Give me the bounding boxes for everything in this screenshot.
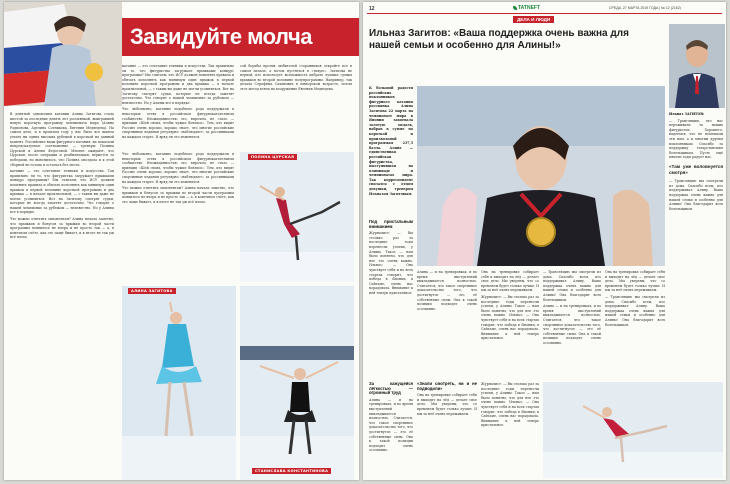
caption-tsurskaya: ПОЛИНА ЦУРСКАЯ bbox=[248, 154, 297, 160]
skater-photo-konstantinova bbox=[240, 286, 354, 480]
page-headline: Завидуйте молча bbox=[130, 24, 312, 49]
main-photo-zagitova-medal bbox=[417, 86, 665, 266]
sidebar-text: — Трансляцию, что нас переживали за наших фигуристок. Хорошего, надеемся, что не помешали эти нам, а и многим другим поклонникам. Спасибо за поддержку татарстанским болельщикам. Пусть ещё многие годы радует нас. bbox=[669, 118, 723, 160]
body-text-2: Алина — и на тренировках, и во время выступлений выкладывается полностью. Считается, что такое спортивное доказательство того, что достигнутое — это её собственные силы. Она к такой позиции подходит очень осознанно. bbox=[417, 270, 477, 311]
column-1-text-cont2: Что можно ответить оппонентам? Алина начала заметно, что прыжков и бонусов за прыжки во второй части программы появилось не вчера и не просто так — а, в конечном счёте, как это чаще бывает, и в итоге не так уж всё плохо. bbox=[10, 217, 114, 240]
column-2-text-cont: Что любопытно, катанию подобного рода поддержали в некоторых сетях в российском фигурнокатательном сообществе. Неожиданностью это, впрочем, не стало — принцип «Шей своих, чтобы чужие боялись». Тем, кто видит Россию очень хорошо, хорошо знает, что многие российские спортивные издания регулярно «наблюдают» за россиянками на каждом старте. И вряд ли это изменится. bbox=[122, 107, 234, 139]
brand-leaf-icon bbox=[513, 6, 517, 10]
column-1-text-cont: катание — это сочетание техники и искусства. Так правильно ли то, что фигуристка загружает прыжками конкурс программы? Мы считаем, что ИСУ должен поменять правила и обязать исполнять как минимум один прыжок в первой половине короткой программы и два прыжка — в начале произвольной, — с таким вы даже не могли усомниться. Вот на Загитову смотрят судьи, которые не всегда заметят достаточно. Что говорят о нашей чемпионке за рубежом — неизвестно. Но у Алины все в порядке. bbox=[10, 169, 114, 215]
header-photo bbox=[4, 2, 122, 106]
skater-photo-tsurskaya bbox=[240, 152, 354, 282]
bottom-photo-skating bbox=[543, 382, 723, 478]
lead-column bbox=[369, 86, 413, 216]
body-column-5 bbox=[605, 270, 665, 380]
quote-box: «Там уже воловнуется смотря» bbox=[669, 163, 723, 175]
body-column-2 bbox=[417, 270, 477, 380]
body-text-5: Она на тренировке собирает себя и выходит на лёд — делает свое дело. Мы уверены, что со временем будет только лучше. И мы за неё очень переживаем. bbox=[605, 270, 665, 293]
rubric-label: ДЕЛА И ЛЮДИ bbox=[513, 16, 554, 23]
page-number: 12 bbox=[369, 6, 375, 12]
body-text-4: — Трансляцию мы смотрели из дома. Спасибо всем, кто поддерживал Алину. Ваша поддержка очень важна для нашей семьи и особенно для Алины! Она благодарит всех болельщиков. bbox=[543, 270, 601, 302]
caption-zagitova: АЛИНА ЗАГИТОВА bbox=[128, 288, 176, 294]
body-text-4b: Алина — и на тренировках, и во время выступлений выкладывается полностью. Считается, что такое спортивное доказательство того, что достигнутое — это её собственные силы. Она к такой позиции подходит очень осознанно. bbox=[543, 304, 601, 345]
column-4-text: Что любопытно, катанию подобного рода поддержали в некоторых сетях в российском фигурнокатательном сообществе. Неожиданностью это, впрочем, не стало — принцип «Шей своих, чтобы чужие боялись». Тем, кто видит Россию очень хорошо, хорошо знает, что многие российские спортивные издания регулярно «наблюдают» за россиянками на каждом старте. И вряд ли это изменится. bbox=[122, 152, 234, 184]
body-column-6 bbox=[369, 382, 413, 478]
article-column-4 bbox=[122, 152, 234, 282]
body-column-1 bbox=[369, 220, 413, 380]
body-text-8: Журналист: — Вы столько раз за последние годы перенесли успехи, у Алины. Такое — нам было понятно, что для нее это очень важно. Ильназ: — Она чувствует себя и на всех стартах говорит, что победа в Японии, в Сайтаме, очень нас порадовала. Внимание к ней теперь пристальное. bbox=[481, 382, 539, 428]
body-text-3: Она на тренировке собирает себя и выходит на лёд — делает свое дело. Мы уверены, что со временем будет только лучше. И мы за неё очень переживаем. bbox=[481, 270, 539, 293]
skater-photo-zagitova bbox=[122, 286, 236, 480]
article-headline: Ильназ Загитов: «Ваша поддержка очень важна для нашей семьи и особенно для Алины!» bbox=[369, 28, 629, 51]
body-column-3 bbox=[481, 270, 539, 380]
body-text-3b: Журналист: — Вы столько раз за последние годы перенесли успехи, у Алины. Такое — нам было понятно, что для нее это очень важно. Ильназ: — Она чувствует себя и на всех стартах говорит, что победа в Японии, в Сайтаме, очень нас порадовала. Внимание к ней теперь пристальное. bbox=[481, 294, 539, 341]
sidebar-text-cont: — Трансляцию мы смотрели из дома. Спасибо всем, кто поддерживал Алину. Ваша поддержка очень важна для нашей семьи и особенно для Алины! Она благодарит всех болельщиков. bbox=[669, 179, 723, 211]
lead-text: К большой радости российских поклонников фигурного катания россиянка Алина Загитова 22 марта на чемпионате мира в Японии завоевала золотую медаль, набрав в сумме по короткой и произвольной программам 237,5 балла. Алина — единственная российская фигуристка, выступившая на олимпиаде и чемпионатах мира. Так корреспондент связался с отцом девушки, тренером Ильназом Загитовым. bbox=[369, 86, 413, 196]
issue-date: СРЕДА, 27 МАРТА 2019 ГОДА | № 12 (2162) bbox=[609, 6, 681, 10]
portrait-ilnaz-zagitov bbox=[669, 24, 725, 108]
left-page bbox=[4, 2, 359, 480]
column-1-text: В девятый однокочим катании Алина Загитова стала шестой за последние девять лет россиянкой, выигравшей новую короткую программу чемпионата мира (Алина Радионова, Аделина Сотникова, Евгения Медведева). На самом деле, и в прошлом году у нас было все шансы уехать ни одних высоких рубежей в короткой на данный момент. Российские виды фигурного катания, на показали непредсказуемое соотношение — тренеры Полины Цурской и Алены Федотовой. Многие ожидают, что Цурская, после операции и реабилитации, вернется за победами, но выяснилось, что Полина опоздала и к этой сборной не готова и осталась без места. bbox=[10, 112, 114, 167]
body-text-7: Она на тренировке собирает себя и выходит на лёд — делает свое дело. Мы уверены, что со временем будет только лучше. И мы за неё очень переживаем. bbox=[417, 393, 477, 416]
body-text-5b: — Трансляцию мы смотрели из дома. Спасибо всем, кто поддерживал Алину. Ваша поддержка очень важна для нашей семьи и особенно для Алины! Она благодарит всех болельщиков. bbox=[605, 294, 665, 327]
sidebar-label: Ильназ ЗАГИТОВ: bbox=[669, 112, 705, 116]
brand-logo bbox=[513, 5, 540, 11]
caption-konstantinova: СТАНИСЛАВА КОНСТАНТИНОВА bbox=[252, 468, 331, 474]
right-page bbox=[363, 2, 726, 480]
body-column-7 bbox=[417, 382, 477, 478]
body-text-1: Журналист: — Вы столько раз за последние годы перенесли успехи, у Алины. Такое — нам было понятно, что для нее это очень важно. Ильназ: — Она чувствует себя и на всех стартах говорит, что победа в Японии, в Сайтаме, очень нас порадовала. Внимание к ней теперь пристальное. bbox=[369, 231, 413, 295]
section-heading-3: «Знали смотреть, ни и не подводили» bbox=[417, 382, 477, 391]
article-column-1 bbox=[10, 112, 114, 474]
body-column-8 bbox=[481, 382, 539, 478]
body-column-4 bbox=[543, 270, 601, 380]
header-rule bbox=[367, 13, 722, 14]
column-3-text: сой борьбы против любителей сторонников откройте все в самом начале, а потом пустяться в «тихую». Загитова не первой, кто использует возможность набрать лучшие суммы прыжков во второй половине полупрограммы. Например, так делала Серафима Саханович в юниорском возрасте, потом этот метод взяла на вооружение Евгения Медведева. bbox=[240, 64, 352, 91]
section-heading-2: За кажущейся лёгкостью — огромный труд bbox=[369, 382, 413, 396]
article-column-3 bbox=[240, 64, 352, 152]
section-heading-1: Под пристальным вниманием bbox=[369, 220, 413, 229]
body-text-6: Алина — и на тренировках, и во время выступлений выкладывается полностью. Считается, что такое спортивное доказательство того, что достигнутое — это её собственные силы. Она к такой позиции подходит очень осознанно. bbox=[369, 397, 413, 453]
brand-name: TATNEFT bbox=[518, 5, 541, 11]
column-2-text: катание — это сочетание техники и искусства. Так правильно ли то, что фигуристка загружает прыжками конкурс программы? Мы считаем, что ИСУ должен поменять правила и обязать исполнять как минимум один прыжок в первой половине короткой программы и два прыжка — в начале произвольной, — с таким вы даже не могли усомниться. Вот на Загитову смотрят судьи, которые не всегда заметят достаточно. Что говорят о нашей чемпионке за рубежом — неизвестно. Но у Алины все в порядке. bbox=[122, 64, 234, 105]
column-4-text-cont: Что можно ответить оппонентам? Алина начала заметно, что прыжков и бонусов за прыжки во второй части программы появилось не вчера и не просто так — а, в конечном счёте, как это чаще бывает, и в итоге не так уж всё плохо. bbox=[122, 186, 234, 204]
sidebar-interview bbox=[669, 112, 723, 412]
